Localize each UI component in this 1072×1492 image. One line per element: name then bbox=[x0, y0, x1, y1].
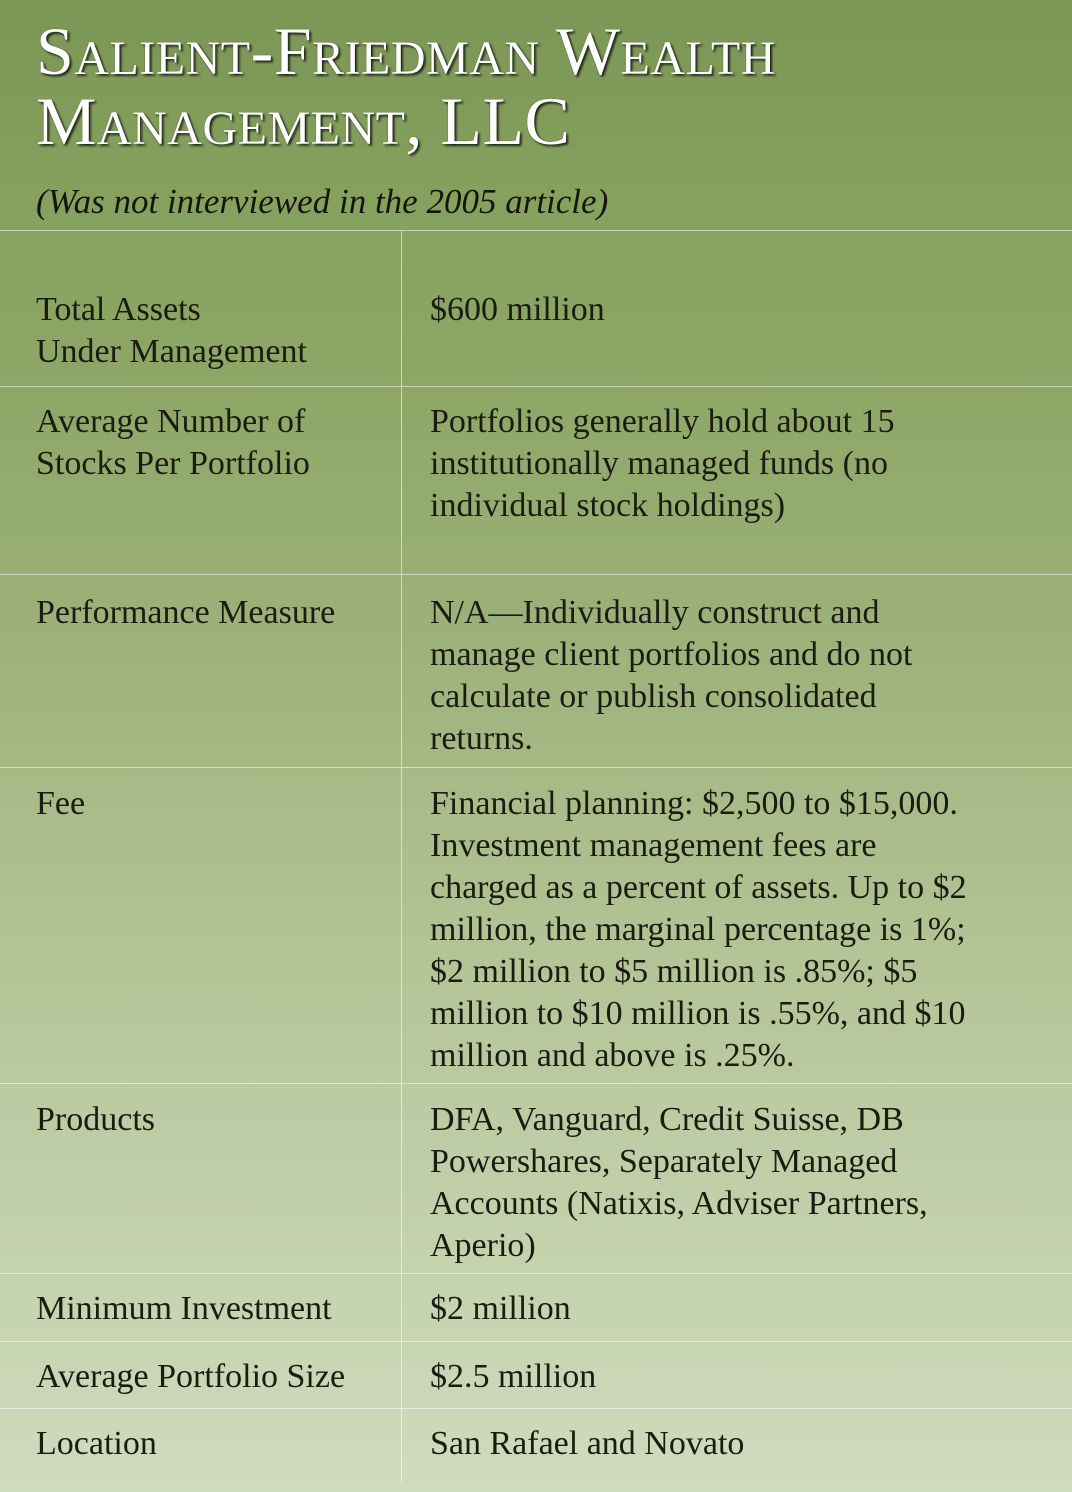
row-value: N/A—Individually construct and manage client portfolios and do not calculate or publish consolidated returns. bbox=[430, 594, 913, 757]
row-label: Total Assets Under Management bbox=[36, 291, 307, 370]
table-row-location bbox=[0, 1409, 1072, 1482]
row-value: Financial planning: $2,500 to $15,000. Investment management fees are charged as a percent of assets. Up to $2 million, the marginal percentage is 1%; $2 million to $5 million is .85%; $5 million to $10 million is .55%, and $10 million and above is .25%. bbox=[430, 785, 967, 1074]
row-value: $2.5 million bbox=[430, 1358, 597, 1395]
table-row-total-assets bbox=[0, 231, 1072, 387]
table-row-performance-measure bbox=[0, 575, 1072, 768]
row-value: San Rafael and Novato bbox=[430, 1425, 745, 1462]
row-label: Performance Measure bbox=[36, 594, 336, 631]
row-label: Location bbox=[36, 1425, 157, 1462]
details-table bbox=[0, 230, 1072, 1482]
table-row-products bbox=[0, 1084, 1072, 1274]
table-row-average-portfolio-size bbox=[0, 1342, 1072, 1409]
table-row-average-stocks bbox=[0, 387, 1072, 575]
table-row-fee bbox=[0, 768, 1072, 1084]
row-value: $2 million bbox=[430, 1290, 571, 1327]
row-value: DFA, Vanguard, Credit Suisse, DB Powershares, Separately Managed Accounts (Natixis, Adviser Partners, Aperio) bbox=[430, 1101, 928, 1264]
row-label: Average Portfolio Size bbox=[36, 1358, 346, 1395]
table-row-minimum-investment bbox=[0, 1274, 1072, 1342]
row-label: Products bbox=[36, 1101, 155, 1138]
row-value: $600 million bbox=[430, 291, 605, 328]
row-label: Minimum Investment bbox=[36, 1290, 332, 1327]
card-header bbox=[0, 0, 1072, 230]
row-label: Average Number of Stocks Per Portfolio bbox=[36, 403, 310, 482]
row-label: Fee bbox=[36, 785, 86, 822]
page-title: Salient-Friedman Wealth Management, LLC bbox=[36, 13, 776, 159]
row-value: Portfolios generally hold about 15 institutionally managed funds (no individual stock holdings) bbox=[430, 403, 895, 524]
page-subtitle: (Was not interviewed in the 2005 article) bbox=[36, 182, 609, 221]
